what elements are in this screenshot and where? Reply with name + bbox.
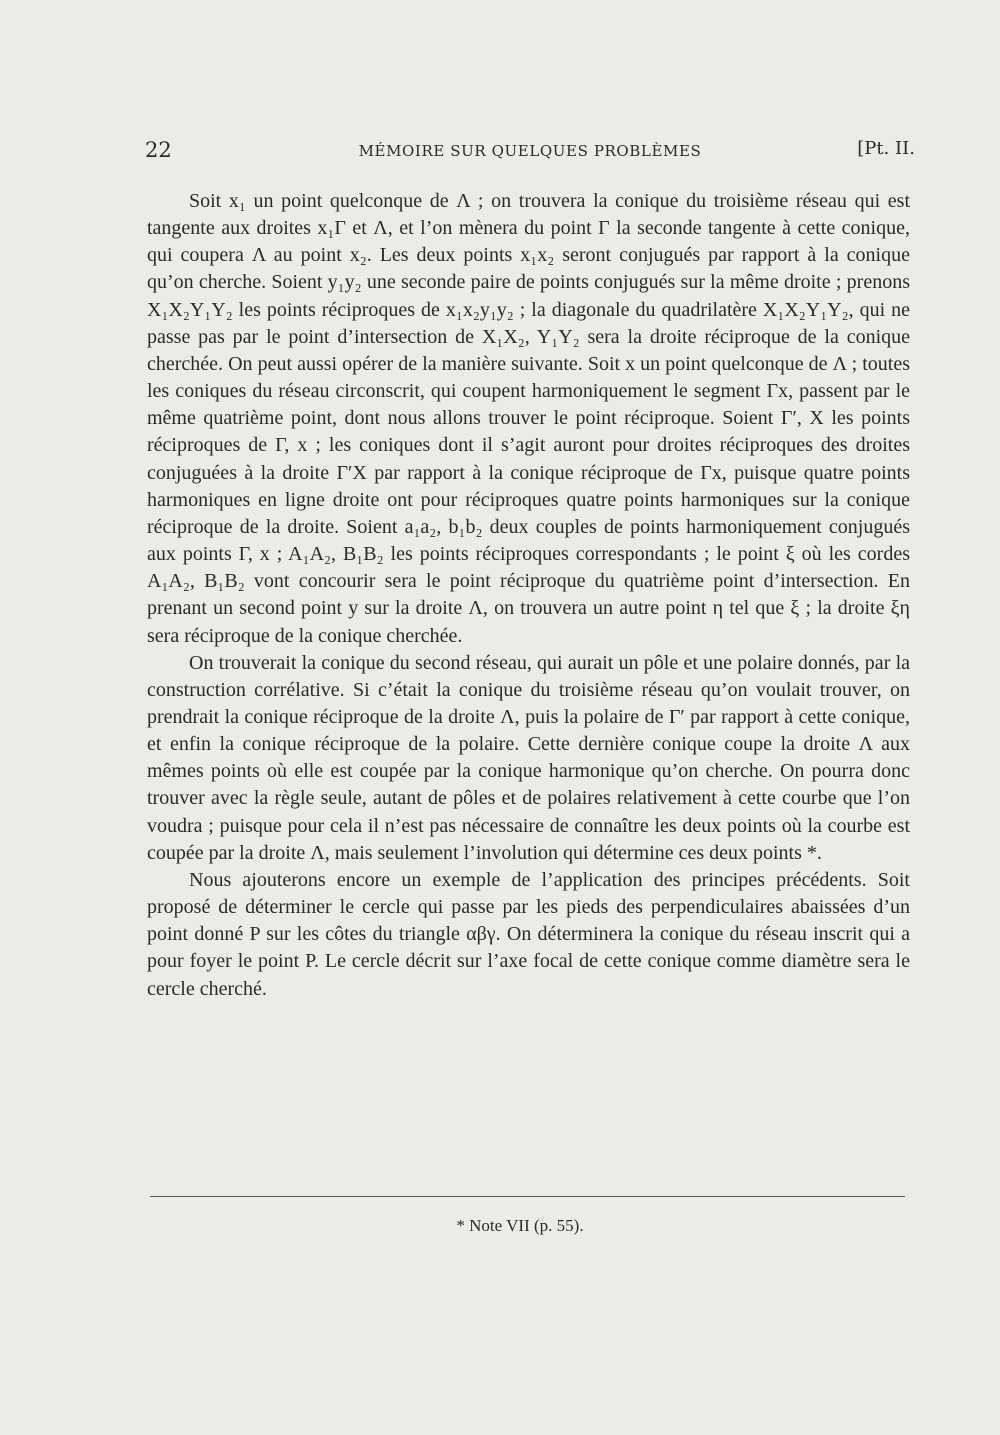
body-text: [147, 188, 910, 1003]
part-label: [Pt. II.: [857, 138, 915, 159]
paragraph-2: On trouverait la conique du second réseau, qui aurait un pôle et une polaire donnés, par la construction corrélative. Si c’était la conique du troisième réseau qu’on voulait trouver, on prendrait la conique réciproque de la droite Λ, puis la polaire de Γ′ par rapport à cette conique, et enfin la conique réciproque de la polaire. Cette dernière conique coupe la droite Λ aux mêmes points où elle est coupée par la conique harmonique qu’on cherche. On pourra donc trouver avec la règle seule, autant de pôles et de polaires relativement à cette courbe que l’on voudra ; puisque pour cela il n’est pas nécessaire de connaître les deux points où la courbe est coupée par la droite Λ, mais seulement l’involution qui détermine ces deux points *.: [147, 651, 910, 864]
footnote-rule: [150, 1196, 905, 1197]
page-number: 22: [145, 138, 172, 162]
paragraph-1: Soit x₁ un point quelconque de Λ ; on trouvera la conique du troisième réseau qui est tangente aux droites x₁Γ et Λ, et l’on mènera du point Γ la seconde tangente à cette conique, qui coupera Λ au point x₂. Les deux points x₁x₂ seront conjugués par rapport à la conique qu’on cherche. Soient y₁y₂ une seconde paire de points conjugués sur la même droite ; prenons X₁X₂Y₁Y₂ les points réciproques de x₁x₂y₁y₂ ; la diagonale du quadrilatère X₁X₂Y₁Y₂, qui ne passe pas par le point d’intersection de X₁X₂, Y₁Y₂ sera la droite réciproque de la conique cherchée. On peut aussi opérer de la manière suivante. Soit x un point quelconque de Λ ; toutes les coniques du réseau circonscrit, qui coupent harmoniquement le segment Γx, passent par le même quatrième point, dont nous allons trouver le point réciproque. Soient Γ′, X les points réciproques de Γ, x ; les coniques dont il s’agit auront pour droites réciproques des droites conjuguées à la droite Γ′X par rapport à la conique réciproque de Γx, puisque quatre points harmoniques en ligne droite ont pour réciproques quatre points harmoniques sur la conique réciproque de la droite. Soient a₁a₂, b₁b₂ deux couples de points harmoniquement conjugués aux points Γ, x ; A₁A₂, B₁B₂ les points réciproques correspondants ; le point ξ où les cordes A₁A₂, B₁B₂ vont concourir sera le point réciproque du quatrième point d’intersection. En prenant un second point y sur la droite Λ, on trouvera un autre point η tel que ξ ; la droite ξη sera réciproque de la conique cherchée.: [147, 190, 910, 647]
page-header: [145, 138, 915, 170]
running-title: MÉMOIRE SUR QUELQUES PROBLÈMES: [358, 142, 702, 160]
paragraph-3: Nous ajouterons encore un exemple de l’application des principes précédents. Soit proposé de déterminer le cercle qui passe par les pieds des perpendiculaires abaissées d’un point donné P sur les côtes du triangle αβγ. On déterminera la conique du réseau inscrit qui a pour foyer le point P. Le cercle décrit sur l’axe focal de cette conique comme diamètre sera le cercle cherché.: [147, 868, 910, 1000]
footnote: * Note VII (p. 55).: [456, 1216, 584, 1235]
